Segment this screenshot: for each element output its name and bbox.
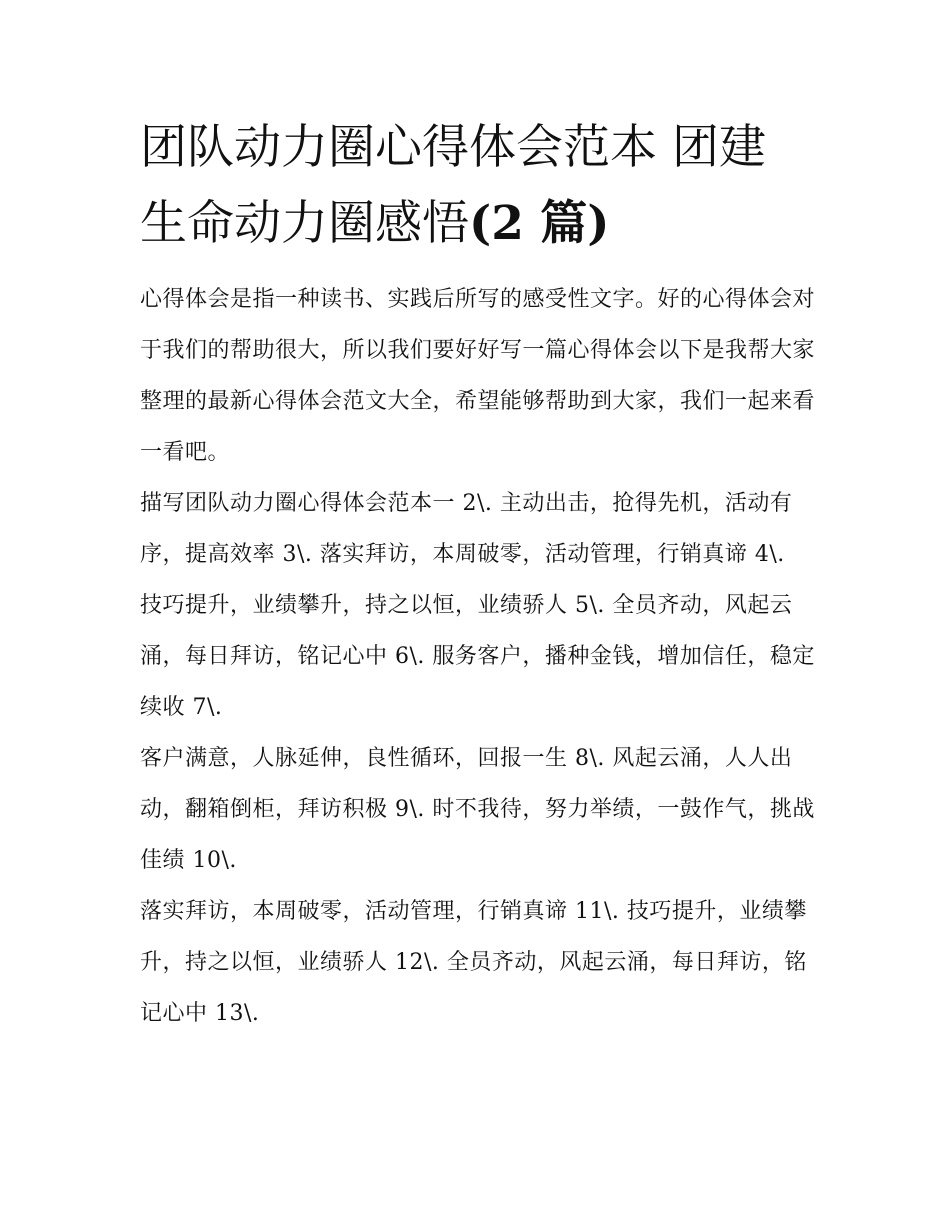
intro-paragraph: 心得体会是指一种读书、实践后所写的感受性文字。好的心得体会对于我们的帮助很大，所以我们要好好写一篇心得体会以下是我帮大家整理的最新心得体会范文大全，希望能够帮助到大家，我们一起来看一看吧。 [140,287,816,465]
body-paragraph-2: 技巧提升，业绩攀升，持之以恒，业绩骄人 5\. 全员齐动，风起云涌，每日拜访，铭记心中 6\. 服务客户，播种金钱，增加信任，稳定续收 7\. [140,593,815,720]
title-line-1: 团队动力圈心得体会范本 团建 [140,120,766,175]
body-paragraph-1: 描写团队动力圈心得体会范本一 2\. 主动出击，抢得先机，活动有序，提高效率 3\. 落实拜访，本周破零，活动管理，行销真谛 4\. [140,491,793,567]
title-line-2: 生命动力圈感悟 [140,196,469,251]
body-paragraph-3: 客户满意，人脉延伸，良性循环，回报一生 8\. 风起云涌，人人出动，翻箱倒柜，拜访积极 9\. 时不我待，努力举绩，一鼓作气，挑战佳绩 10\. [140,746,815,873]
document-title [140,110,820,262]
body-paragraph-4: 落实拜访，本周破零，活动管理，行销真谛 11\. 技巧提升，业绩攀升，持之以恒，业绩骄人 12\. 全员齐动，风起云涌，每日拜访，铭记心中 13\. [140,899,807,1026]
title-line-2-paren: (2 篇) [469,196,610,251]
document-page [140,110,820,1039]
